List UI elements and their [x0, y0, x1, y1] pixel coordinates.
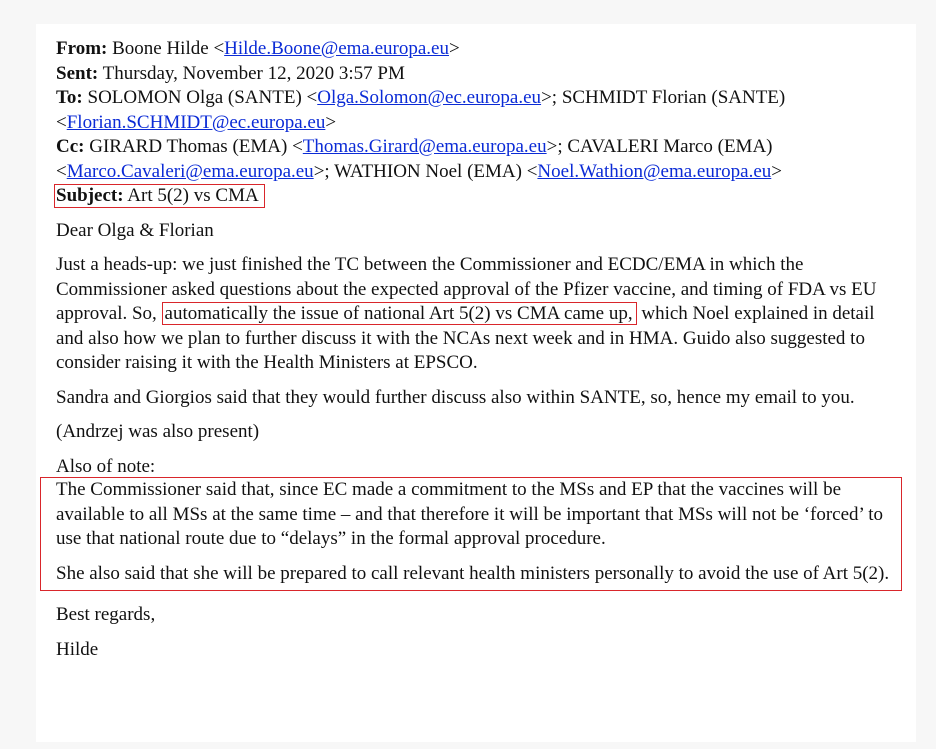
signature: Hilde — [56, 638, 99, 660]
from-name: Boone Hilde — [112, 38, 209, 59]
to-recipient-name: SCHMIDT Florian (SANTE) — [561, 87, 786, 108]
subject-highlight-box — [54, 184, 265, 208]
para1-highlight-box: automatically the issue of national Art 5(2) vs CMA came up, — [162, 302, 637, 325]
subject-label: Subject: — [56, 185, 124, 206]
body-paragraph-3: (Andrzej was also present) — [56, 421, 260, 442]
email-content — [56, 37, 890, 672]
sent-label: Sent: — [56, 62, 99, 84]
from-email-link[interactable]: Hilde.Boone@ema.europa.eu — [224, 38, 449, 59]
from-line: From: Boone Hilde <Hilde.Boone@ema.europa.eu> — [56, 38, 460, 59]
to-recipient-email-link[interactable]: Olga.Solomon@ec.europa.eu — [317, 87, 542, 108]
note-paragraph-1: The Commissioner said that, since EC made a commitment to the MSs and EP that the vaccines will be available to all MSs at the same time – and that therefore it will be important that MSs will not be ‘forced’ to use that national route due to “delays” in the formal approval procedure. — [56, 479, 883, 549]
para1-before: Just a heads-up: we just finished the TC between the Commissioner and ECDC/EMA in which the Commissioner asked questions about the expected approval of the Pfizer vaccine, and timing of FDA vs EU approval. So, — [56, 254, 877, 324]
cc-line-cont: <Marco.Cavaleri@ema.europa.eu>; WATHION Noel (EMA) <Noel.Wathion@ema.europa.eu> — [56, 160, 782, 182]
to-line: To: SOLOMON Olga (SANTE) <Olga.Solomon@ec.europa.eu>; SCHMIDT Florian (SANTE) — [56, 87, 786, 108]
cc-recipient-email-link[interactable]: Marco.Cavaleri@ema.europa.eu — [66, 160, 314, 182]
cc-recipient-name: GIRARD Thomas (EMA) — [89, 136, 288, 157]
subject-value: Art 5(2) vs CMA — [127, 185, 259, 206]
email-page — [36, 24, 916, 742]
to-recipient-name: SOLOMON Olga (SANTE) — [87, 87, 302, 108]
cc-recipient-name: WATHION Noel (EMA) — [334, 160, 522, 182]
from-label: From: — [56, 38, 108, 59]
closing: Best regards, — [56, 604, 156, 625]
cc-label: Cc: — [56, 136, 85, 157]
greeting: Dear Olga & Florian — [56, 219, 214, 241]
cc-recipient-name: CAVALERI Marco (EMA) — [567, 136, 773, 157]
email-body — [56, 219, 890, 663]
note-highlight-box — [40, 477, 902, 591]
para1-after: which Noel explained in detail and also how we plan to further discuss it with the NCAs next week and in HMA. Guido also suggested to consider raising it with the Health Ministers at EPSCO. — [56, 303, 875, 373]
note-heading: Also of note: — [56, 455, 156, 477]
cc-line: Cc: GIRARD Thomas (EMA) <Thomas.Girard@ema.europa.eu>; CAVALERI Marco (EMA) — [56, 136, 773, 157]
to-recipient-email-link[interactable]: Florian.SCHMIDT@ec.europa.eu — [66, 111, 326, 133]
body-paragraph-2: Sandra and Giorgios said that they would further discuss also within SANTE, so, hence my email to you. — [56, 386, 855, 408]
email-header — [56, 37, 886, 209]
sent-value: Thursday, November 12, 2020 3:57 PM — [102, 62, 405, 84]
sent-line — [56, 62, 886, 87]
closing-block — [56, 603, 886, 662]
to-label: To: — [56, 87, 83, 108]
cc-recipient-email-link[interactable]: Thomas.Girard@ema.europa.eu — [302, 136, 547, 157]
subject-line — [56, 184, 886, 209]
note-paragraph-2: She also said that she will be prepared to call relevant health ministers personally to avoid the use of Art 5(2). — [56, 562, 890, 584]
to-line-cont: <Florian.SCHMIDT@ec.europa.eu> — [56, 111, 337, 133]
body-paragraph-1 — [56, 253, 886, 376]
cc-recipient-email-link[interactable]: Noel.Wathion@ema.europa.eu — [537, 160, 772, 182]
